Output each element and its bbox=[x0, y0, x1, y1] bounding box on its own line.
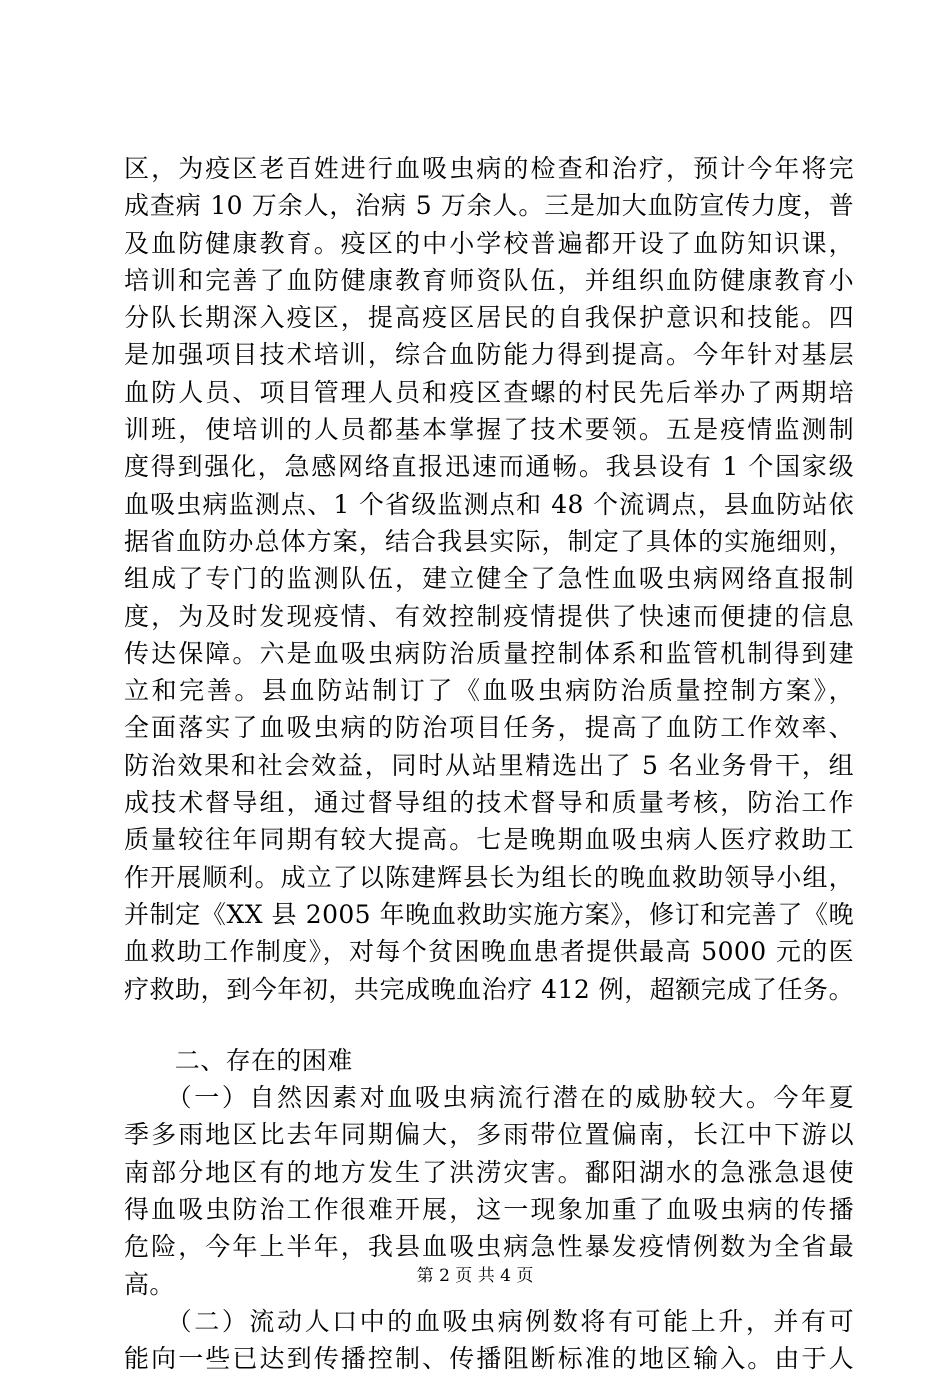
paragraph-3 bbox=[124, 1303, 854, 1378]
text-line: 质量较往年同期有较大提高。七是晚期血吸虫病人医疗救助工 bbox=[124, 825, 854, 855]
text-line: 训班，使培训的人员都基本掌握了技术要领。五是疫情监测制 bbox=[124, 415, 854, 445]
text-line: 血吸虫病监测点、1 个省级监测点和 48 个流调点，县血防站依 bbox=[124, 489, 854, 519]
text-line: 据省血防办总体方案，结合我县实际，制定了具体的实施细则， bbox=[124, 526, 854, 556]
text-line: 防治效果和社会效益，同时从站里精选出了 5 名业务骨干，组 bbox=[124, 750, 854, 780]
text-line: 作开展顺利。成立了以陈建辉县长为组长的晚血救助领导小组， bbox=[124, 862, 854, 892]
text-line: 度得到强化，急感网络直报迅速而通畅。我县设有 1 个国家级 bbox=[124, 452, 854, 482]
paragraph-gap bbox=[124, 1008, 854, 1042]
text-line: 立和完善。县血防站制订了《血吸虫病防治质量控制方案》， bbox=[124, 676, 854, 706]
paragraph-1 bbox=[124, 150, 854, 1008]
text-line: 成查病 10 万余人，治病 5 万余人。三是加大血防宣传力度，普 bbox=[124, 191, 854, 221]
text-line: 培训和完善了血防健康教育师资队伍，并组织血防健康教育小 bbox=[124, 265, 854, 295]
text-line: 度，为及时发现疫情、有效控制疫情提供了快速而便捷的信息 bbox=[124, 601, 854, 631]
text-line: 传达保障。六是血吸虫病防治质量控制体系和监管机制得到建 bbox=[124, 638, 854, 668]
text-line: （二）流动人口中的血吸虫病例数将有可能上升，并有可 bbox=[124, 1306, 854, 1336]
text-line: 血防人员、项目管理人员和疫区查螺的村民先后举办了两期培 bbox=[124, 377, 854, 407]
section-heading: 二、存在的困难 bbox=[124, 1045, 353, 1075]
text-line: 成技术督导组，通过督导组的技术督导和质量考核，防治工作 bbox=[124, 788, 854, 818]
text-line: 疗救助，到今年初，共完成晚血治疗 412 例，超额完成了任务。 bbox=[124, 974, 854, 1004]
text-line: 危险，今年上半年，我县血吸虫病急性暴发疫情例数为全省最 bbox=[124, 1232, 854, 1262]
text-line: 全面落实了血吸虫病的防治项目任务，提高了血防工作效率、 bbox=[124, 713, 854, 743]
page-footer: 第 2 页 共 4 页 bbox=[416, 1266, 534, 1286]
text-line: 及血防健康教育。疫区的中小学校普遍都开设了血防知识课， bbox=[124, 228, 854, 258]
text-line: （一）自然因素对血吸虫病流行潜在的威胁较大。今年夏 bbox=[124, 1083, 854, 1113]
text-line: 血救助工作制度》，对每个贫困晚血患者提供最高 5000 元的医 bbox=[124, 937, 854, 967]
text-line: 分队长期深入疫区，提高疫区居民的自我保护意识和技能。四 bbox=[124, 303, 854, 333]
text-line: 季多雨地区比去年同期偏大，多雨带位置偏南，长江中下游以 bbox=[124, 1120, 854, 1150]
text-line: 高。 bbox=[124, 1269, 175, 1299]
text-line: 南部分地区有的地方发生了洪涝灾害。鄱阳湖水的急涨急退使 bbox=[124, 1157, 854, 1187]
text-line: 是加强项目技术培训，综合血防能力得到提高。今年针对基层 bbox=[124, 340, 854, 370]
text-line: 能向一些已达到传播控制、传播阻断标准的地区输入。由于人 bbox=[124, 1344, 854, 1374]
text-line: 区，为疫区老百姓进行血吸虫病的检查和治疗，预计今年将完 bbox=[124, 154, 854, 183]
text-line: 并制定《XX 县 2005 年晚血救助实施方案》，修订和完善了《晚 bbox=[124, 899, 854, 929]
text-line: 得血吸虫防治工作很难开展，这一现象加重了血吸虫病的传播 bbox=[124, 1195, 854, 1225]
body-text bbox=[124, 150, 854, 1378]
text-line: 组成了专门的监测队伍，建立健全了急性血吸虫病网络直报制 bbox=[124, 564, 854, 594]
